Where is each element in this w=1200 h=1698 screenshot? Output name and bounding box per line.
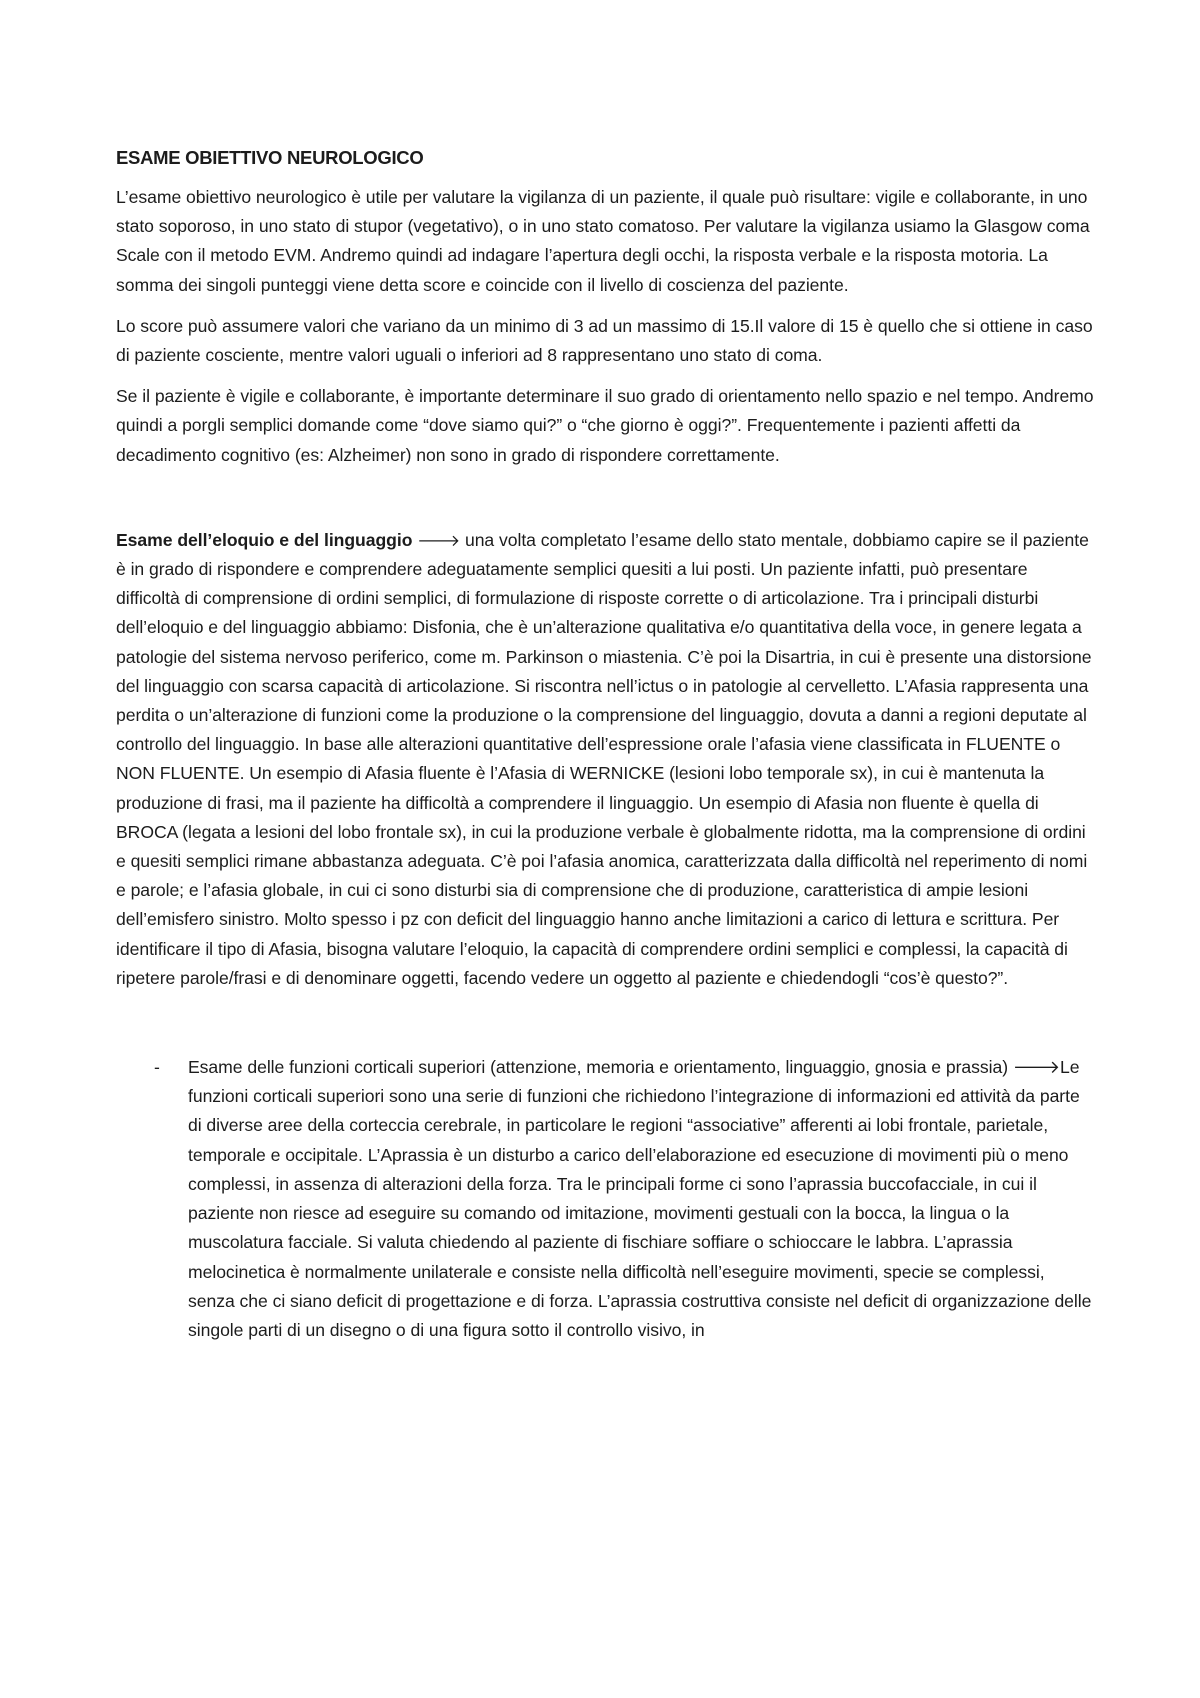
arrow-right-icon: 🡒	[417, 530, 461, 550]
list-item-text: Esame delle funzioni corticali superiori (attenzione, memoria e orientamento, linguaggio, gnosia e prassia) 🡒Le funzioni corticali superiori sono una serie di funzioni che richiedono l’integrazione di informazioni ed attività da parte di diverse aree della corteccia cerebrale, in particolare le regioni “associative” afferenti ai lobi frontale, parietale, temporale e occipitale. L’Aprassia è un disturbo a carico dell’elaborazione ed esecuzione di movimenti più o meno complessi, in assenza di alterazioni della forza. Tra le principali forme ci sono l’aprassia buccofacciale, in cui il paziente non riesce ad eseguire su comando od imitazione, movimenti gestuali con la bocca, la lingua o la muscolatura facciale. Si valuta chiedendo al paziente di fischiare soffiare o schioccare le labbra. L’aprassia melocinetica è normalmente unilaterale e consiste nella difficoltà nell’eseguire movimenti, specie se complessi, senza che ci siano deficit di progettazione e di forza. L’aprassia costruttiva consiste nel deficit di organizzazione delle singole parti di un disegno o di una figura sotto il controllo visivo, in	[188, 1057, 1092, 1340]
dash-bullet-icon: -	[154, 1057, 160, 1078]
paragraph-eloquio	[116, 526, 1096, 993]
bullet-list	[116, 1053, 1096, 1345]
section-heading-eloquio: Esame dell’eloquio e del linguaggio	[116, 529, 413, 550]
paragraph-score: Lo score può assumere valori che variano da un minimo di 3 ad un massimo di 15.Il valore di 15 è quello che si ottiene in caso di paziente cosciente, mentre valori uguali o inferiori ad 8 rappresentano uno stato di coma.	[116, 315, 1093, 366]
paragraph-orientamento: Se il paziente è vigile e collaborante, è importante determinare il suo grado di orientamento nello spazio e nel tempo. Andremo quindi a porgli semplici domande come “dove siamo qui?” o “che giorno è oggi?”. Frequentemente i pazienti affetti da decadimento cognitivo (es: Alzheimer) non sono in grado di rispondere correttamente.	[116, 386, 1094, 465]
spacer	[116, 482, 1096, 526]
spacer	[116, 1005, 1096, 1053]
list-item	[116, 1053, 1096, 1345]
paragraph-vigilanza: L’esame obiettivo neurologico è utile per valutare la vigilanza di un paziente, il quale può risultare: vigile e collaborante, in uno stato soporoso, in uno stato di stupor (vegetativo), o in uno stato comatoso. Per valutare la vigilanza usiamo la Glasgow coma Scale con il metodo EVM. Andremo quindi ad indagare l’apertura degli occhi, la risposta verbale e la risposta motoria. La somma dei singoli punteggi viene detta score e coincide con il livello di coscienza del paziente.	[116, 187, 1090, 295]
page-title: ESAME OBIETTIVO NEUROLOGICO	[116, 147, 424, 168]
section-text-eloquio: una volta completato l’esame dello stato mentale, dobbiamo capire se il paziente è in grado di rispondere e comprendere adeguatamente semplici quesiti a lui posti. Un paziente infatti, può presentare difficoltà di comprensione di ordini semplici, di formulazione di risposte corrette o di articolazione. Tra i principali disturbi dell’eloquio e del linguaggio abbiamo: Disfonia, che è un’alterazione qualitativa e/o quantitativa della voce, in genere legata a patologie del sistema nervoso periferico, come m. Parkinson o miastenia. C’è poi la Disartria, in cui è presente una distorsione del linguaggio con scarsa capacità di articolazione. Si riscontra nell’ictus o in patologie al cervelletto. L’Afasia rappresenta una perdita o un’alterazione di funzioni come la produzione o la comprensione del linguaggio, dovuta a danni a regioni deputate al controllo del linguaggio. In base alle alterazioni quantitative dell’espressione orale l’afasia viene classificata in FLUENTE o NON FLUENTE. Un esempio di Afasia fluente è l’Afasia di WERNICKE (lesioni lobo temporale sx), in cui è mantenuta la produzione di frasi, ma il paziente ha difficoltà a comprendere il linguaggio. Un esempio di Afasia non fluente è quella di BROCA (legata a lesioni del lobo frontale sx), in cui la produzione verbale è globalmente ridotta, ma la comprensione di ordini e quesiti semplici rimane abbastanza adeguata. C’è poi l’afasia anomica, caratterizzata dalla difficoltà nel reperimento di nomi e parole; e l’afasia globale, in cui ci sono disturbi sia di comprensione che di produzione, caratteristica di ampie lesioni dell’emisfero sinistro. Molto spesso i pz con deficit del linguaggio hanno anche limitazioni a carico di lettura e scrittura. Per identificare il tipo di Afasia, bisogna valutare l’eloquio, la capacità di comprendere ordini semplici e complessi, la capacità di ripetere parole/frasi e di denominare oggetti, facendo vedere un oggetto al paziente e chiedendogli “cos’è questo?”.	[116, 529, 1092, 988]
document-body	[116, 143, 1096, 1345]
